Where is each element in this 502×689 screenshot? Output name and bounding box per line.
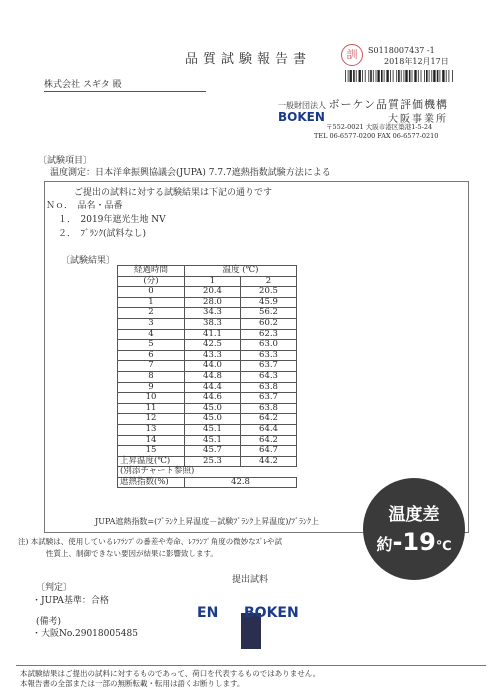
sample-item-2: ２． ﾌﾞﾗﾝｸ(試料なし) <box>58 229 147 239</box>
temp2-cell: 63.7 <box>241 361 297 372</box>
note-line-1: 注) 本試験は、使用しているﾚﾌﾗﾝﾌﾟの番差や寿命、ﾚﾌﾗﾝﾌﾟ角度の微妙なｽﾞﾚや試 <box>18 537 283 546</box>
temp2-cell: 64.2 <box>241 414 297 425</box>
col-sample-2: 2 <box>241 276 297 287</box>
table-row <box>118 361 297 372</box>
temp1-cell: 20.4 <box>185 287 241 298</box>
submitted-label: 提出試料 <box>232 575 269 585</box>
index-label: 遮熱指数(%) <box>118 477 185 488</box>
badge-value: -19 <box>392 528 436 556</box>
table-row <box>118 287 297 298</box>
judgment-text: ・JUPA基準：合格 <box>32 596 109 606</box>
temp1-cell: 44.6 <box>185 393 241 404</box>
time-cell: 7 <box>118 361 185 372</box>
client-underline <box>44 91 206 92</box>
badge-prefix: 約 <box>376 535 393 554</box>
rise-label: 上昇温度(℃) <box>118 456 185 467</box>
issuer-branch: 大阪事業所 <box>388 114 448 125</box>
issuer-address: 〒552-0021 大阪市港区築港1-5-24 <box>326 123 433 131</box>
remarks-label: (備考) <box>36 617 62 627</box>
test-item-label: 〔試験項目〕 <box>38 156 93 166</box>
temp2-cell: 64.2 <box>241 435 297 446</box>
temp2-cell: 63.8 <box>241 403 297 414</box>
chart-ref: (別添チャート参照) <box>118 467 297 478</box>
time-cell: 14 <box>118 435 185 446</box>
time-cell: 13 <box>118 424 185 435</box>
document-number: S0118007437 -1 <box>368 46 435 55</box>
time-cell: 1 <box>118 297 185 308</box>
time-cell: 3 <box>118 318 185 329</box>
table-row <box>118 446 297 457</box>
table-row <box>118 297 297 308</box>
table-row <box>118 371 297 382</box>
temp1-cell: 45.1 <box>185 435 241 446</box>
note-line-2: 性質上、制御できない要因が結果に影響致します。 <box>46 549 218 558</box>
boken-logo: BOKEN <box>278 110 325 124</box>
footer-line-2: 本報告書の全部または一部の無断転載・転用は語くお断りします。 <box>20 679 245 688</box>
time-cell: 11 <box>118 403 185 414</box>
temp1-cell: 28.0 <box>185 297 241 308</box>
footer-line-1: 本試験結果はご提出の試料に対するものであって、荷口を代表するものではありません。 <box>20 669 321 678</box>
table-header-row <box>118 266 297 277</box>
col-sample-1: 1 <box>185 276 241 287</box>
temp1-cell: 45.0 <box>185 414 241 425</box>
test-item-text: 温度測定：日本洋傘振興協議会(JUPA) 7.7.7遮熱指数試験方法による <box>50 168 331 178</box>
temp2-cell: 63.8 <box>241 382 297 393</box>
index-value: 42.8 <box>185 477 297 488</box>
time-cell: 0 <box>118 287 185 298</box>
table-row <box>118 382 297 393</box>
rise-value-1: 25.3 <box>185 456 241 467</box>
barcode-icon <box>345 70 455 82</box>
judgment-label: 〔判定〕 <box>36 583 73 593</box>
table-row <box>118 393 297 404</box>
temp2-cell: 45.9 <box>241 297 297 308</box>
sample-logo-partial: EN <box>197 605 219 621</box>
time-cell: 4 <box>118 329 185 340</box>
temp1-cell: 44.0 <box>185 361 241 372</box>
temp2-cell: 64.3 <box>241 371 297 382</box>
badge-value-line <box>363 528 465 556</box>
table-row <box>118 318 297 329</box>
time-cell: 2 <box>118 308 185 319</box>
report-title: 品質試験報告書 <box>185 52 312 67</box>
temp2-cell: 64.7 <box>241 446 297 457</box>
client-name: 株式会社 スギタ 殿 <box>44 80 122 90</box>
badge-title: 温度差 <box>388 505 440 525</box>
temp2-cell: 62.3 <box>241 329 297 340</box>
issuer-prefix: 一般財団法人 <box>278 101 326 110</box>
index-row <box>118 477 297 488</box>
temp2-cell: 56.2 <box>241 308 297 319</box>
badge-unit: ℃ <box>435 539 452 554</box>
seal-stamp: 訓 <box>341 44 363 66</box>
temp1-cell: 38.3 <box>185 318 241 329</box>
sample-item-1: １． 2019年遮光生地 NV <box>58 215 166 225</box>
report-date: 2018年12月17日 <box>384 57 449 66</box>
temp1-cell: 44.8 <box>185 371 241 382</box>
table-row <box>118 424 297 435</box>
results-table <box>117 265 297 488</box>
chart-ref-row <box>118 467 297 478</box>
temp2-cell: 63.3 <box>241 350 297 361</box>
temp1-cell: 44.4 <box>185 382 241 393</box>
temp1-cell: 45.7 <box>185 446 241 457</box>
issuer-name: ボーケン品質評価機構 <box>328 98 448 111</box>
col-unit-header: (分) <box>118 276 185 287</box>
col-temp-header: 温度 (℃) <box>185 266 297 277</box>
temp2-cell: 60.2 <box>241 318 297 329</box>
table-subheader-row <box>118 276 297 287</box>
table-row <box>118 308 297 319</box>
temp1-cell: 45.1 <box>185 424 241 435</box>
remarks-text: ・大阪No.29018005485 <box>32 629 138 639</box>
formula-text: JUPA遮熱指数=(ﾌﾞﾗﾝｸ上昇温度－試験ﾌﾞﾗﾝｸ上昇温度)/ﾌﾞﾗﾝｸ上 <box>95 517 320 526</box>
table-row <box>118 414 297 425</box>
time-cell: 6 <box>118 350 185 361</box>
table-row <box>118 350 297 361</box>
samples-header: Ｎｏ． 品名・品番 <box>46 201 123 211</box>
time-cell: 10 <box>118 393 185 404</box>
table-row <box>118 435 297 446</box>
table-row <box>118 340 297 351</box>
time-cell: 9 <box>118 382 185 393</box>
footer-divider <box>16 665 486 666</box>
issuer-tel: TEL 06-6577-0200 FAX 06-6577-0210 <box>314 132 439 140</box>
temp1-cell: 34.3 <box>185 308 241 319</box>
time-cell: 12 <box>118 414 185 425</box>
temp1-cell: 42.5 <box>185 340 241 351</box>
temp2-cell: 63.7 <box>241 393 297 404</box>
temp2-cell: 64.4 <box>241 424 297 435</box>
temp1-cell: 43.3 <box>185 350 241 361</box>
temp2-cell: 63.0 <box>241 340 297 351</box>
table-row <box>118 403 297 414</box>
temp1-cell: 41.1 <box>185 329 241 340</box>
time-cell: 8 <box>118 371 185 382</box>
temperature-difference-badge <box>363 478 465 580</box>
temp2-cell: 20.5 <box>241 287 297 298</box>
sample-logo-boken: BOKEN <box>244 605 299 621</box>
intro-text: ご提出の試料に対する試験結果は下記の通りです <box>74 188 273 198</box>
time-cell: 5 <box>118 340 185 351</box>
table-row <box>118 329 297 340</box>
col-time-header: 経過時間 <box>118 266 185 277</box>
results-label: 〔試験結果〕 <box>61 256 116 266</box>
time-cell: 15 <box>118 446 185 457</box>
rise-value-2: 44.2 <box>241 456 297 467</box>
temp1-cell: 45.0 <box>185 403 241 414</box>
